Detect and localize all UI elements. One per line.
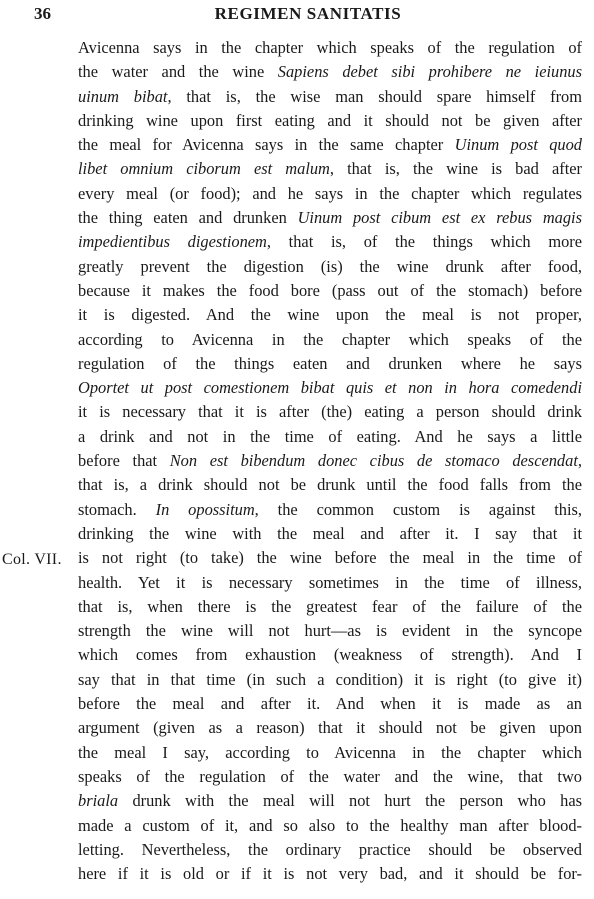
text-run: strength the wine will not hurt—as is evident in the syncope: [78, 621, 582, 641]
text-line: [78, 498, 582, 522]
text-run: the thing eaten and drunken: [78, 208, 298, 228]
body-text: [78, 36, 582, 886]
text-line: [78, 376, 582, 400]
text-run: the meal for Avicenna says in the same chapter: [78, 135, 455, 155]
text-line: [78, 862, 582, 886]
text-run: , that is, the wine is bad after: [329, 159, 582, 179]
text-run: drunk with the meal will not hurt the person who has: [118, 791, 582, 811]
text-run: greatly prevent the digestion (is) the wine drunk after food,: [78, 256, 582, 276]
latin-quote: briala: [78, 791, 119, 811]
text-run: health. Yet it is necessary sometimes in the time of illness,: [78, 572, 582, 592]
text-line: [78, 303, 582, 327]
text-run: that is, a drink should not be drunk until the food falls from the: [78, 475, 582, 495]
text-run: before that: [78, 451, 170, 471]
text-run: letting. Nevertheless, the ordinary practice should be observed: [78, 839, 582, 859]
text-run: stomach.: [78, 499, 156, 519]
text-run: ,: [577, 451, 582, 471]
text-run: it is digested. And the wine upon the meal is not proper,: [78, 305, 582, 325]
text-line: [78, 400, 582, 424]
text-line: [78, 838, 582, 862]
text-line: [78, 133, 582, 157]
latin-quote: uinum bibat: [78, 86, 168, 106]
text-line: [78, 255, 582, 279]
latin-quote: Non est bibendum donec cibus de stomaco descendat: [169, 451, 578, 471]
page-header: [34, 4, 582, 26]
text-run: which comes from exhaustion (weakness of strength). And I: [78, 645, 582, 665]
text-line: [78, 692, 582, 716]
latin-quote: impedientibus digestionem: [78, 232, 267, 252]
text-line: [78, 741, 582, 765]
text-run: every meal (or food); and he says in the chapter which regulates: [78, 183, 582, 203]
text-run: because it makes the food bore (pass out of the stomach) before: [78, 280, 582, 300]
text-line: [78, 60, 582, 84]
latin-quote: Sapiens debet sibi prohibere ne ieiunus: [277, 62, 582, 82]
text-line: [78, 109, 582, 133]
text-line: [78, 668, 582, 692]
latin-quote: Uinum post quod: [454, 135, 583, 155]
text-run: before the meal and after it. And when it is made as an: [78, 694, 582, 714]
text-run: that is, when there is the greatest fear of the failure of the: [78, 596, 582, 616]
text-run: drinking wine upon first eating and it should not be given after: [78, 110, 582, 130]
text-line: [78, 814, 582, 838]
latin-quote: Oportet ut post comestionem bibat quis et non in hora comedendi: [78, 378, 582, 398]
text-run: speaks of the regulation of the water and the wine, that two: [78, 766, 582, 786]
text-line: [78, 571, 582, 595]
latin-quote: In opossitum: [155, 499, 255, 519]
page-number: 36: [34, 4, 51, 23]
running-head: REGIMEN SANITATIS: [214, 4, 402, 23]
text-line: [78, 157, 582, 181]
text-line: [78, 546, 582, 570]
text-line: [78, 36, 582, 60]
text-run: according to Avicenna in the chapter which speaks of the: [78, 329, 582, 349]
text-line: [78, 522, 582, 546]
latin-quote: libet omnium ciborum est malum: [78, 159, 330, 179]
text-run: the water and the wine: [78, 62, 278, 82]
text-run: , that is, the wise man should spare himself from: [167, 86, 582, 106]
text-line: [78, 206, 582, 230]
text-line: [78, 182, 582, 206]
text-run: a drink and not in the time of eating. And he says a little: [78, 426, 582, 446]
text-line: [78, 595, 582, 619]
text-line: [78, 765, 582, 789]
text-run: say that in that time (in such a condition) it is right (to give it): [78, 669, 582, 689]
text-run: drinking the wine with the meal and after it. I say that it: [78, 523, 582, 543]
text-line: [78, 352, 582, 376]
text-line: [78, 328, 582, 352]
text-line: [78, 425, 582, 449]
text-line: [78, 449, 582, 473]
text-line: [78, 279, 582, 303]
text-line: [78, 230, 582, 254]
text-line: [78, 643, 582, 667]
text-line: [78, 619, 582, 643]
margin-column-note: Col. VII.: [2, 551, 62, 568]
latin-quote: Uinum post cibum est ex rebus magis: [297, 208, 582, 228]
text-line: [78, 85, 582, 109]
text-run: is not right (to take) the wine before the meal in the time of: [78, 548, 582, 568]
text-line: [78, 789, 582, 813]
text-run: argument (given as a reason) that it should not be given upon: [78, 718, 582, 738]
text-run: it is necessary that it is after (the) eating a person should drink: [78, 402, 582, 422]
text-run: , that is, of the things which more: [266, 232, 582, 252]
text-run: Avicenna says in the chapter which speaks of the regulation of: [78, 38, 582, 57]
text-run: made a custom of it, and so also to the healthy man after blood-: [78, 815, 582, 835]
text-run: here if it is old or if it is not very bad, and it should be for-: [78, 864, 582, 884]
text-line: [78, 716, 582, 740]
text-line: [78, 473, 582, 497]
text-run: the meal I say, according to Avicenna in the chapter which: [78, 742, 582, 762]
text-run: , the common custom is against this,: [254, 499, 582, 519]
text-run: regulation of the things eaten and drunken where he says: [78, 353, 582, 373]
